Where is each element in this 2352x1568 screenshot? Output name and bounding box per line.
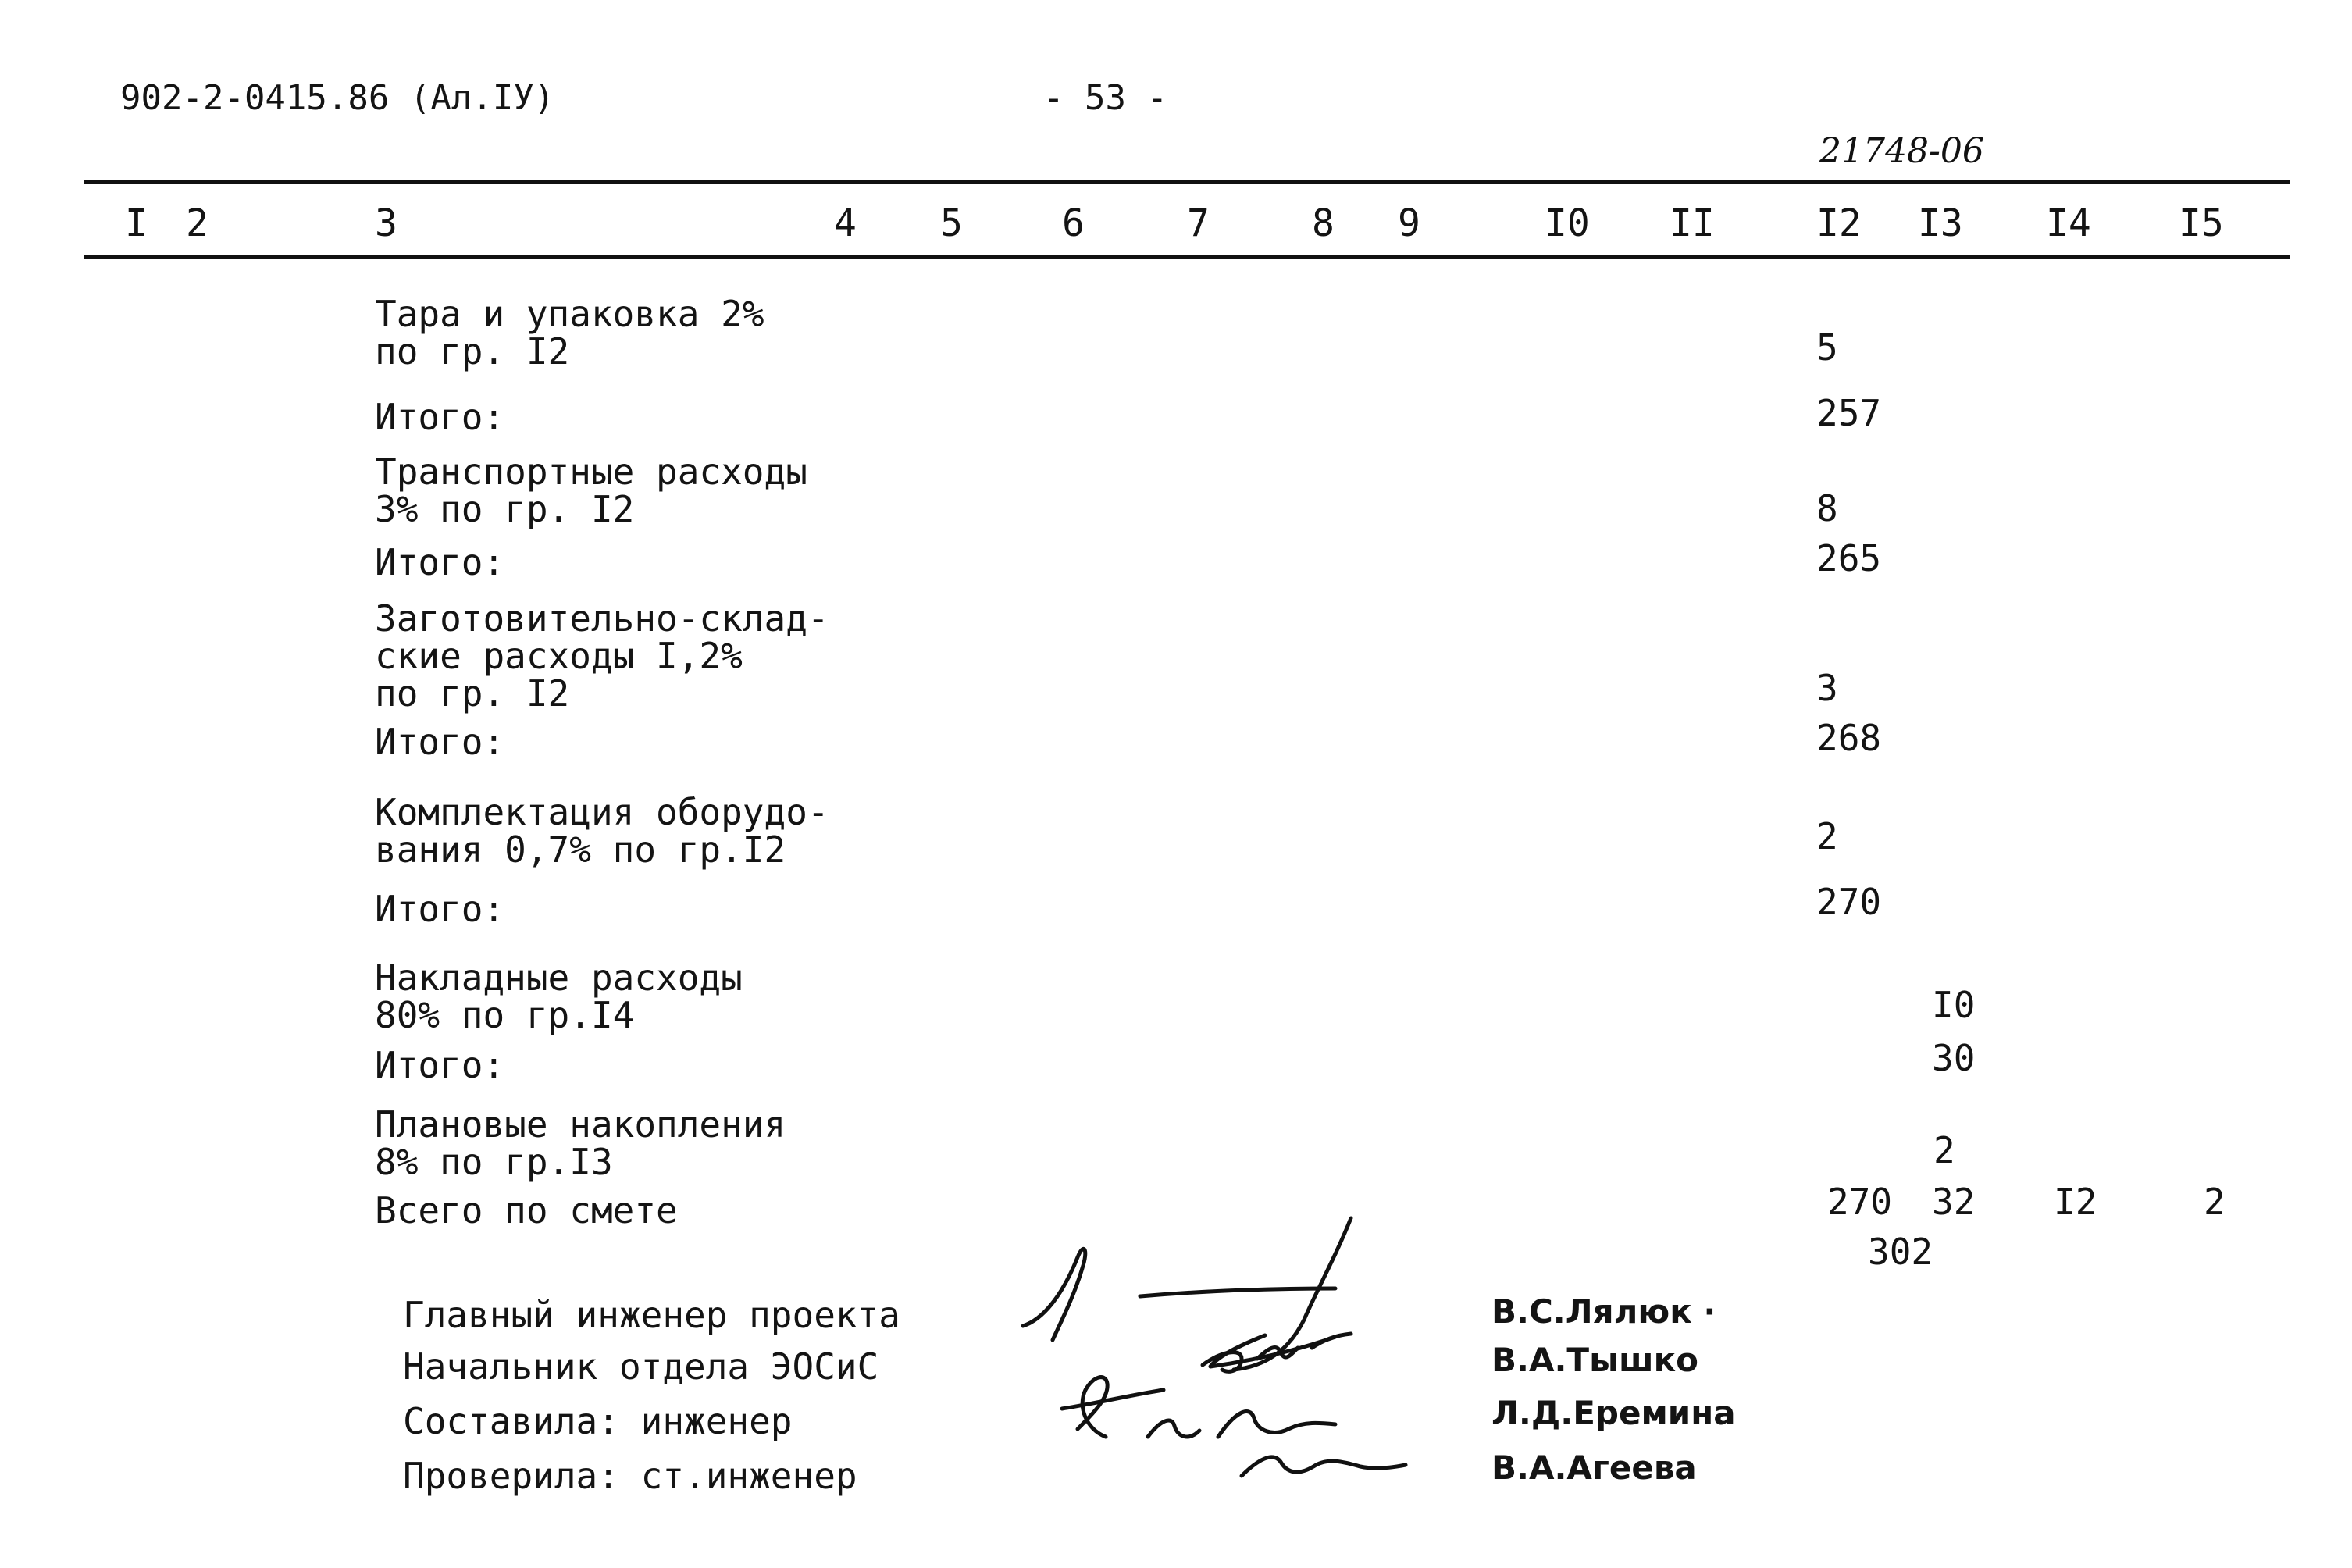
column-header: 9 bbox=[1398, 201, 1420, 245]
column-header: I5 bbox=[2179, 201, 2224, 245]
row-2-text: Транспортные расходы 3% по гр. I2 bbox=[375, 451, 807, 530]
top-rule bbox=[84, 180, 2290, 184]
row-9-text: Итого: bbox=[375, 1044, 505, 1086]
row-11-col15: 2 bbox=[2204, 1181, 2225, 1223]
column-header: 8 bbox=[1312, 201, 1335, 245]
row-6-col12: 2 bbox=[1816, 815, 1838, 857]
row-7-col12: 270 bbox=[1816, 881, 1882, 923]
column-header: 2 bbox=[186, 201, 208, 245]
column-header: 3 bbox=[375, 201, 397, 245]
row-1-text: Итого: bbox=[375, 396, 505, 438]
column-header: I4 bbox=[2046, 201, 2091, 245]
signer-name: В.А.Агеева bbox=[1491, 1449, 1697, 1487]
row-8-col13: I0 bbox=[1932, 984, 1976, 1026]
row-11-col13: 32 bbox=[1932, 1181, 1976, 1223]
row-10-col13: 2 bbox=[1933, 1129, 1955, 1171]
signer-role: Начальник отдела ЭОСиС bbox=[403, 1345, 879, 1388]
column-header: 7 bbox=[1187, 201, 1210, 245]
row-8-text: Накладные расходы 80% по гр.I4 bbox=[375, 957, 743, 1036]
handwritten-code: 21748-06 bbox=[1819, 131, 1984, 171]
row-11-col14: I2 bbox=[2054, 1181, 2097, 1223]
row-5-col12: 268 bbox=[1816, 717, 1882, 759]
row-4-text: Заготовительно-склад- ские расходы I,2% по гр. I2 bbox=[375, 597, 829, 715]
row-4-col12: 3 bbox=[1816, 667, 1838, 709]
row-3-col12: 265 bbox=[1816, 537, 1882, 579]
row-11-text: Всего по смете bbox=[375, 1189, 678, 1231]
column-header: II bbox=[1670, 201, 1715, 245]
header-bottom-rule bbox=[84, 255, 2290, 259]
row-11-col12: 270 bbox=[1827, 1181, 1893, 1223]
row-1-col12: 257 bbox=[1816, 392, 1882, 434]
row-7-text: Итого: bbox=[375, 888, 505, 930]
row-0-col12: 5 bbox=[1816, 326, 1838, 369]
column-header: 4 bbox=[834, 201, 857, 245]
document-code: 902-2-0415.86 (Ал.IУ) bbox=[120, 78, 555, 118]
row-2-col12: 8 bbox=[1816, 487, 1838, 529]
signer-role: Главный инженер проекта bbox=[403, 1294, 900, 1336]
handwritten-signatures bbox=[1007, 1203, 1445, 1499]
page-number: - 53 - bbox=[1043, 78, 1167, 118]
row-3-text: Итого: bbox=[375, 541, 505, 583]
signer-name: В.С.Лялюк · bbox=[1491, 1292, 1716, 1331]
row-9-col13: 30 bbox=[1932, 1037, 1976, 1079]
row-5-text: Итого: bbox=[375, 721, 505, 763]
row-10-text: Плановые накопления 8% по гр.I3 bbox=[375, 1103, 786, 1183]
column-header: 5 bbox=[940, 201, 963, 245]
column-header: I2 bbox=[1816, 201, 1862, 245]
signer-role: Проверила: ст.инженер bbox=[403, 1455, 857, 1497]
row-6-text: Комплектация оборудо- вания 0,7% по гр.I2 bbox=[375, 791, 829, 871]
column-header: 6 bbox=[1062, 201, 1085, 245]
signer-role: Составила: инженер bbox=[403, 1400, 793, 1442]
grand-total: 302 bbox=[1868, 1231, 1933, 1273]
row-0-text: Тара и упаковка 2% по гр. I2 bbox=[375, 293, 764, 372]
column-header: I3 bbox=[1918, 201, 1963, 245]
signer-name: Л.Д.Еремина bbox=[1491, 1394, 1736, 1432]
column-header: I bbox=[125, 201, 148, 245]
column-header: I0 bbox=[1545, 201, 1590, 245]
signer-name: В.А.Тышко bbox=[1491, 1341, 1699, 1379]
